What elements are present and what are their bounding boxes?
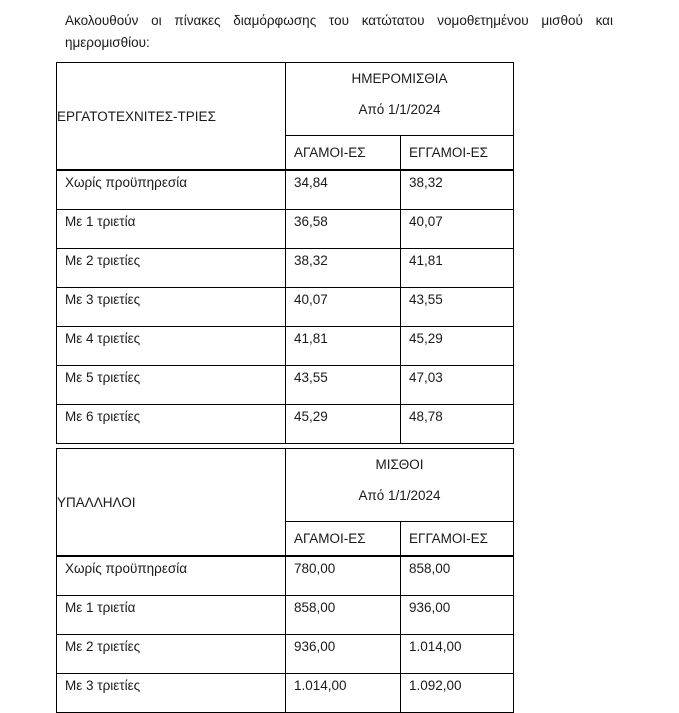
table-title-cell: [286, 63, 514, 136]
monthly-salary-table: [56, 448, 514, 713]
intro-line-1: Ακολουθούν οι πίνακες διαμόρφωσης του κατώτατου νομοθετημένου μισθού και: [65, 13, 613, 28]
table-row: [57, 635, 514, 674]
value-married: 41,81: [401, 249, 514, 288]
value-married: 858,00: [401, 556, 514, 596]
value-married: 40,07: [401, 210, 514, 249]
value-single: 936,00: [286, 635, 401, 674]
row-label: Με 5 τριετίες: [57, 366, 286, 405]
row-label: Με 4 τριετίες: [57, 327, 286, 366]
row-label: Με 1 τριετία: [57, 596, 286, 635]
table-row: [57, 327, 514, 366]
value-single: 1.014,00: [286, 674, 401, 713]
table-row: [57, 674, 514, 713]
value-married: 936,00: [401, 596, 514, 635]
value-married: 38,32: [401, 170, 514, 210]
value-single: 45,29: [286, 405, 401, 444]
value-married: 45,29: [401, 327, 514, 366]
value-single: 858,00: [286, 596, 401, 635]
value-married: 48,78: [401, 405, 514, 444]
column-header-single: ΑΓΑΜΟΙ-ΕΣ: [286, 522, 401, 557]
intro-line-2: ημερομισθίου:: [65, 35, 150, 51]
effective-date: Από 1/1/2024: [358, 488, 441, 503]
value-married: 47,03: [401, 366, 514, 405]
column-header-single: ΑΓΑΜΟΙ-ΕΣ: [286, 136, 401, 171]
row-label: Χωρίς προϋπηρεσία: [57, 170, 286, 210]
table-row: [57, 405, 514, 444]
category-cell: ΕΡΓΑΤΟΤΕΧΝΙΤΕΣ-ΤΡΙΕΣ: [57, 63, 286, 171]
table-header-row: [57, 449, 514, 522]
table-title: ΜΙΣΘΟΙ: [375, 457, 424, 472]
table-title: ΗΜΕΡΟΜΙΣΘΙΑ: [351, 71, 448, 86]
value-married: 43,55: [401, 288, 514, 327]
row-label: Χωρίς προϋπηρεσία: [57, 556, 286, 596]
table-header-row: [57, 63, 514, 136]
value-single: 36,58: [286, 210, 401, 249]
value-single: 43,55: [286, 366, 401, 405]
table-row: [57, 210, 514, 249]
table-title-cell: [286, 449, 514, 522]
category-cell: ΥΠΑΛΛΗΛΟΙ: [57, 449, 286, 557]
value-single: 38,32: [286, 249, 401, 288]
intro-paragraph: [65, 10, 613, 55]
table-row: [57, 170, 514, 210]
row-label: Με 1 τριετία: [57, 210, 286, 249]
value-single: 780,00: [286, 556, 401, 596]
value-single: 40,07: [286, 288, 401, 327]
table-row: [57, 366, 514, 405]
row-label: Με 2 τριετίες: [57, 635, 286, 674]
daily-wage-table: [56, 62, 514, 444]
value-married: 1.014,00: [401, 635, 514, 674]
effective-date: Από 1/1/2024: [358, 102, 441, 117]
table-row: [57, 596, 514, 635]
row-label: Με 6 τριετίες: [57, 405, 286, 444]
row-label: Με 3 τριετίες: [57, 288, 286, 327]
table-row: [57, 288, 514, 327]
value-married: 1.092,00: [401, 674, 514, 713]
row-label: Με 3 τριετίες: [57, 674, 286, 713]
value-single: 41,81: [286, 327, 401, 366]
table-row: [57, 249, 514, 288]
table-row: [57, 556, 514, 596]
column-header-married: ΕΓΓΑΜΟΙ-ΕΣ: [401, 136, 514, 171]
value-single: 34,84: [286, 170, 401, 210]
column-header-married: ΕΓΓΑΜΟΙ-ΕΣ: [401, 522, 514, 557]
row-label: Με 2 τριετίες: [57, 249, 286, 288]
